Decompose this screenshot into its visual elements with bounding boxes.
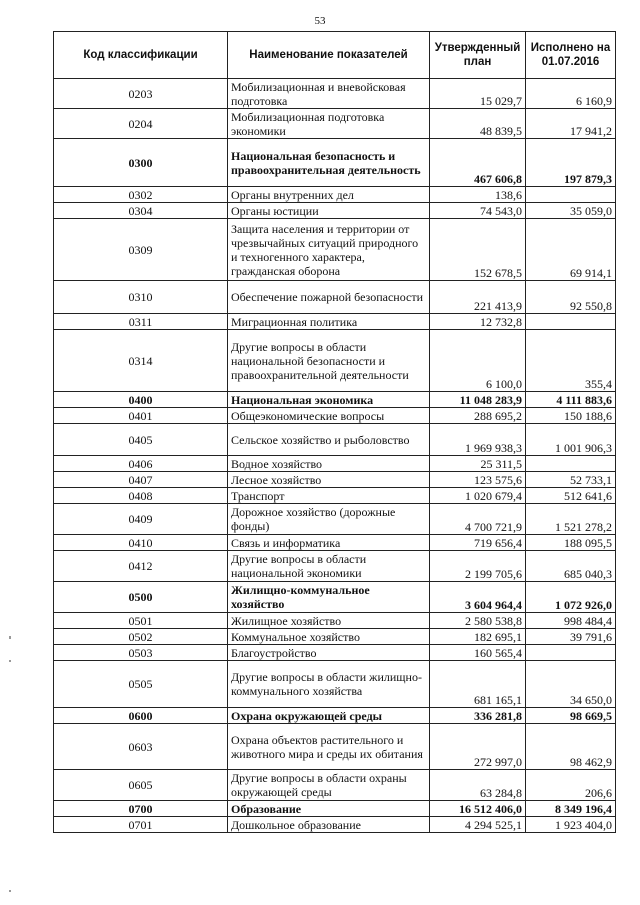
cell-name: Другие вопросы в области жилищно-коммунального хозяйства — [228, 661, 430, 708]
cell-code: 0406 — [54, 456, 228, 472]
cell-done — [526, 187, 616, 203]
scan-mark — [9, 890, 11, 892]
budget-table — [53, 31, 616, 833]
cell-plan: 4 294 525,1 — [430, 817, 526, 833]
cell-done: 150 188,6 — [526, 408, 616, 424]
table-row — [54, 613, 616, 629]
scan-mark — [9, 660, 11, 662]
table-row — [54, 770, 616, 801]
cell-name: Общеэкономические вопросы — [228, 408, 430, 424]
cell-name: Национальная безопасность и правоохранительная деятельность — [228, 139, 430, 187]
cell-name: Дошкольное образование — [228, 817, 430, 833]
table-header-row — [54, 32, 616, 79]
cell-code: 0410 — [54, 535, 228, 551]
cell-plan: 15 029,7 — [430, 79, 526, 109]
cell-code: 0300 — [54, 139, 228, 187]
cell-name: Транспорт — [228, 488, 430, 504]
cell-plan: 11 048 283,9 — [430, 392, 526, 408]
cell-code: 0502 — [54, 629, 228, 645]
cell-code: 0310 — [54, 281, 228, 314]
cell-plan: 1 969 938,3 — [430, 424, 526, 456]
column-header-name: Наименование показателей — [228, 32, 430, 79]
cell-code: 0309 — [54, 219, 228, 281]
table-row — [54, 645, 616, 661]
cell-code: 0405 — [54, 424, 228, 456]
cell-code: 0203 — [54, 79, 228, 109]
table-row — [54, 392, 616, 408]
table-row — [54, 801, 616, 817]
cell-plan: 25 311,5 — [430, 456, 526, 472]
cell-plan: 123 575,6 — [430, 472, 526, 488]
cell-plan: 467 606,8 — [430, 139, 526, 187]
table-row — [54, 79, 616, 109]
cell-done: 69 914,1 — [526, 219, 616, 281]
table-row — [54, 187, 616, 203]
table-row — [54, 456, 616, 472]
cell-plan: 288 695,2 — [430, 408, 526, 424]
cell-code: 0503 — [54, 645, 228, 661]
table-row — [54, 661, 616, 708]
table-row — [54, 708, 616, 724]
cell-done: 1 001 906,3 — [526, 424, 616, 456]
cell-done: 4 111 883,6 — [526, 392, 616, 408]
cell-name: Мобилизационная и вневойсковая подготовка — [228, 79, 430, 109]
cell-done: 92 550,8 — [526, 281, 616, 314]
cell-name: Органы юстиции — [228, 203, 430, 219]
cell-plan: 160 565,4 — [430, 645, 526, 661]
cell-plan: 3 604 964,4 — [430, 582, 526, 613]
cell-done: 98 669,5 — [526, 708, 616, 724]
cell-code: 0500 — [54, 582, 228, 613]
cell-plan: 63 284,8 — [430, 770, 526, 801]
cell-name: Образование — [228, 801, 430, 817]
table-row — [54, 219, 616, 281]
cell-done: 188 095,5 — [526, 535, 616, 551]
table-row — [54, 408, 616, 424]
cell-name: Обеспечение пожарной безопасности — [228, 281, 430, 314]
cell-name: Коммунальное хозяйство — [228, 629, 430, 645]
cell-done: 1 923 404,0 — [526, 817, 616, 833]
cell-code: 0407 — [54, 472, 228, 488]
cell-name: Благоустройство — [228, 645, 430, 661]
cell-name: Национальная экономика — [228, 392, 430, 408]
cell-code: 0700 — [54, 801, 228, 817]
table-row — [54, 472, 616, 488]
page-number: 53 — [314, 15, 326, 27]
table-row — [54, 488, 616, 504]
cell-done: 98 462,9 — [526, 724, 616, 770]
cell-plan: 12 732,8 — [430, 314, 526, 330]
cell-name: Охрана объектов растительного и животного мира и среды их обитания — [228, 724, 430, 770]
table-row — [54, 629, 616, 645]
cell-done: 355,4 — [526, 330, 616, 392]
cell-plan: 16 512 406,0 — [430, 801, 526, 817]
cell-code: 0314 — [54, 330, 228, 392]
table-row — [54, 281, 616, 314]
cell-name: Органы внутренних дел — [228, 187, 430, 203]
cell-plan: 152 678,5 — [430, 219, 526, 281]
cell-code: 0401 — [54, 408, 228, 424]
table-row — [54, 551, 616, 582]
cell-done — [526, 645, 616, 661]
cell-plan: 6 100,0 — [430, 330, 526, 392]
cell-name: Мобилизационная подготовка экономики — [228, 109, 430, 139]
cell-code: 0701 — [54, 817, 228, 833]
cell-code: 0311 — [54, 314, 228, 330]
table-row — [54, 424, 616, 456]
cell-plan: 48 839,5 — [430, 109, 526, 139]
cell-code: 0603 — [54, 724, 228, 770]
column-header-code: Код классификации — [54, 32, 228, 79]
cell-name: Жилищное хозяйство — [228, 613, 430, 629]
cell-name: Сельское хозяйство и рыболовство — [228, 424, 430, 456]
cell-code: 0501 — [54, 613, 228, 629]
cell-plan: 719 656,4 — [430, 535, 526, 551]
cell-name: Лесное хозяйство — [228, 472, 430, 488]
cell-done: 17 941,2 — [526, 109, 616, 139]
cell-done — [526, 456, 616, 472]
cell-done: 197 879,3 — [526, 139, 616, 187]
column-header-done: Исполнено на 01.07.2016 — [526, 32, 616, 79]
cell-name: Миграционная политика — [228, 314, 430, 330]
table-row — [54, 817, 616, 833]
cell-name: Охрана окружающей среды — [228, 708, 430, 724]
cell-name: Дорожное хозяйство (дорожные фонды) — [228, 504, 430, 535]
cell-done: 6 160,9 — [526, 79, 616, 109]
cell-done — [526, 314, 616, 330]
cell-code: 0304 — [54, 203, 228, 219]
table-row — [54, 504, 616, 535]
cell-code: 0408 — [54, 488, 228, 504]
table-row — [54, 535, 616, 551]
cell-name: Защита населения и территории от чрезвычайных ситуаций природного и техногенного характера, гражданская оборона — [228, 219, 430, 281]
cell-code: 0204 — [54, 109, 228, 139]
cell-code: 0505 — [54, 661, 228, 708]
cell-plan: 182 695,1 — [430, 629, 526, 645]
cell-name: Водное хозяйство — [228, 456, 430, 472]
cell-done: 512 641,6 — [526, 488, 616, 504]
cell-name: Другие вопросы в области национальной безопасности и правоохранительной деятельности — [228, 330, 430, 392]
cell-plan: 681 165,1 — [430, 661, 526, 708]
cell-plan: 2 580 538,8 — [430, 613, 526, 629]
cell-name: Жилищно-коммунальное хозяйство — [228, 582, 430, 613]
cell-code: 0409 — [54, 504, 228, 535]
table-row — [54, 203, 616, 219]
cell-name: Другие вопросы в области охраны окружающей среды — [228, 770, 430, 801]
cell-name: Другие вопросы в области национальной экономики — [228, 551, 430, 582]
cell-code: 0412 — [54, 551, 228, 582]
cell-code: 0302 — [54, 187, 228, 203]
table-row — [54, 330, 616, 392]
cell-done: 52 733,1 — [526, 472, 616, 488]
cell-done: 39 791,6 — [526, 629, 616, 645]
cell-plan: 4 700 721,9 — [430, 504, 526, 535]
cell-done: 1 521 278,2 — [526, 504, 616, 535]
table-row — [54, 724, 616, 770]
cell-code: 0600 — [54, 708, 228, 724]
cell-done: 998 484,4 — [526, 613, 616, 629]
cell-done: 206,6 — [526, 770, 616, 801]
cell-plan: 272 997,0 — [430, 724, 526, 770]
cell-done: 1 072 926,0 — [526, 582, 616, 613]
cell-name: Связь и информатика — [228, 535, 430, 551]
cell-code: 0400 — [54, 392, 228, 408]
table-row — [54, 109, 616, 139]
cell-plan: 221 413,9 — [430, 281, 526, 314]
column-header-plan: Утвержденный план — [430, 32, 526, 79]
cell-done: 34 650,0 — [526, 661, 616, 708]
table-row — [54, 582, 616, 613]
cell-done: 685 040,3 — [526, 551, 616, 582]
scan-mark — [9, 636, 11, 639]
cell-plan: 138,6 — [430, 187, 526, 203]
cell-plan: 336 281,8 — [430, 708, 526, 724]
cell-done: 8 349 196,4 — [526, 801, 616, 817]
cell-code: 0605 — [54, 770, 228, 801]
cell-done: 35 059,0 — [526, 203, 616, 219]
table-row — [54, 314, 616, 330]
table-row — [54, 139, 616, 187]
cell-plan: 1 020 679,4 — [430, 488, 526, 504]
cell-plan: 2 199 705,6 — [430, 551, 526, 582]
cell-plan: 74 543,0 — [430, 203, 526, 219]
